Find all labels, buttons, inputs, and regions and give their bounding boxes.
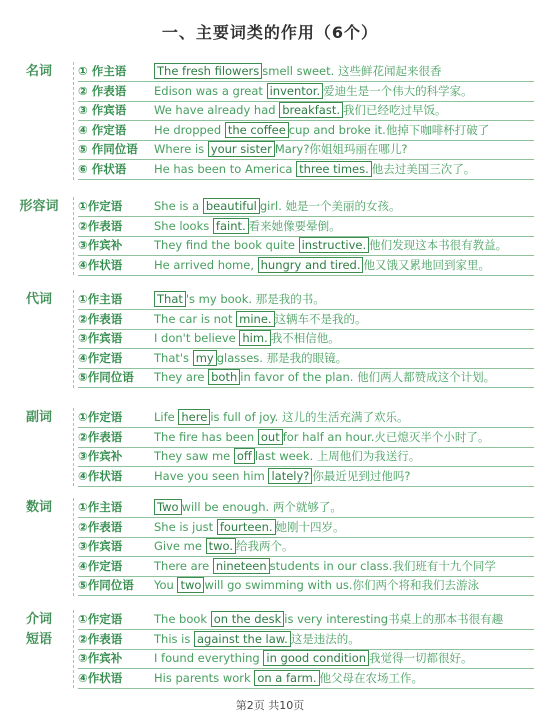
chinese-translation: 火已熄灭半个小时了。 [374, 429, 490, 444]
example-sentence [154, 498, 342, 517]
role-label: ②作表语 [78, 218, 123, 233]
section [0, 610, 540, 688]
role-label: ②作表语 [78, 519, 123, 534]
role-label: ⑤ 作同位语 [78, 142, 138, 157]
list-item [78, 62, 534, 82]
list-item [78, 310, 534, 330]
sentence-prefix: The book [154, 612, 211, 626]
chinese-translation: 这些鲜花闻起来很香 [337, 64, 442, 78]
role-label: ①作定语 [78, 410, 123, 424]
chinese-translation: 你们两个将和我们去游泳 [352, 578, 479, 593]
highlighted-word: beautiful [203, 198, 260, 214]
divider [73, 610, 74, 688]
sentence-prefix: The fire has been [154, 429, 258, 444]
example-sentence [154, 217, 341, 236]
chinese-translation: 上周他们为我送行。 [316, 449, 421, 464]
example-sentence [154, 329, 340, 348]
role-label: ④作定语 [78, 350, 123, 365]
list-item [78, 121, 534, 141]
example-sentence [154, 447, 420, 466]
list-item [78, 630, 534, 650]
highlighted-word: against the law. [194, 631, 291, 647]
role-label: ④作定语 [78, 558, 123, 573]
list-item [78, 82, 534, 102]
section [0, 408, 540, 486]
example-sentence [154, 368, 495, 387]
example-sentence [154, 537, 293, 556]
highlighted-word: him. [239, 330, 270, 346]
chinese-translation: 看来她像要晕倒。 [248, 218, 341, 233]
role-label: ① 作主语 [78, 64, 127, 78]
list-item [78, 669, 534, 689]
chinese-translation: 你最近见到过他吗? [312, 468, 411, 483]
role-label: ①作主语 [78, 500, 123, 514]
chinese-translation: 这辆车不是我的。 [274, 311, 367, 326]
category-label: 介词 短语 [25, 612, 52, 647]
role-label: ③作宾补 [78, 238, 123, 253]
sentence-prefix: He dropped [154, 122, 225, 137]
highlighted-word: on a farm. [254, 670, 319, 686]
divider [73, 498, 74, 596]
sentence-suffix: glasses. [216, 350, 267, 365]
sentence-suffix: is very interesting [284, 612, 389, 626]
sentence-prefix: The car is not [154, 311, 237, 326]
highlighted-word: the coffee [225, 122, 289, 138]
highlighted-word: Two [154, 499, 182, 515]
sentence-suffix: will be enough. [181, 500, 273, 514]
highlighted-word: instructive. [299, 237, 370, 253]
role-label: ② 作表语 [78, 83, 127, 98]
role-label: ①作定语 [78, 199, 123, 213]
highlighted-word: hungry and tired. [258, 257, 364, 273]
example-sentence [154, 630, 360, 649]
list-item [78, 428, 534, 448]
chinese-translation: 我觉得一切都很好。 [369, 651, 473, 666]
role-label: ①作主语 [78, 292, 123, 306]
sentence-suffix: Mary? [274, 142, 310, 157]
role-label: ④作状语 [78, 670, 123, 685]
role-label: ②作表语 [78, 631, 123, 646]
highlighted-word: my [193, 350, 217, 366]
sentence-prefix: Edison was a great [154, 83, 267, 98]
example-sentence [154, 256, 490, 275]
example-sentence [154, 408, 409, 427]
highlighted-word: breakfast. [279, 102, 343, 118]
highlighted-word: That [154, 291, 186, 307]
category-label: 形容词 [19, 199, 59, 214]
sentence-prefix: There are [154, 558, 213, 573]
example-sentence [154, 82, 473, 101]
sentence-suffix: for half an hour. [282, 429, 375, 444]
example-sentence [154, 160, 475, 179]
sentence-prefix: I found everything [154, 651, 264, 666]
example-sentence [154, 121, 489, 140]
list-item [78, 197, 534, 217]
sentence-prefix: He has been to America [154, 162, 297, 176]
role-label: ⑤作同位语 [78, 578, 134, 593]
sentence-suffix: is full of joy. [210, 410, 282, 424]
sentence-prefix: Have you seen him [154, 468, 269, 483]
role-label: ③ 作宾语 [78, 103, 127, 118]
sentence-prefix: Where is [154, 142, 208, 157]
highlighted-word: two [177, 577, 204, 593]
role-label: ②作表语 [78, 429, 123, 444]
chinese-translation: 他又饿又累地回到家里。 [363, 257, 490, 272]
category-label: 名词 [25, 64, 52, 79]
example-sentence [154, 101, 447, 120]
example-sentence [154, 62, 441, 81]
chinese-translation: 两个就够了。 [272, 500, 342, 514]
sentence-prefix: You [154, 578, 178, 593]
page-footer: 第2页 共10页 [235, 699, 305, 712]
list-item [78, 576, 534, 596]
highlighted-word: three times. [296, 161, 372, 177]
highlighted-word: two. [206, 538, 236, 554]
role-label: ④作状语 [78, 257, 123, 272]
chinese-translation: 我们班有十九个同学 [392, 558, 496, 573]
chinese-translation: 那是我的眼镜。 [266, 350, 348, 365]
sentence-suffix: students in our class. [269, 558, 393, 573]
list-item [78, 610, 534, 630]
role-label: ⑥ 作状语 [78, 162, 127, 176]
sentence-suffix: last week. [254, 449, 317, 464]
role-label: ①作定语 [78, 612, 123, 626]
chinese-translation: 她是一个美丽的女孩。 [285, 199, 401, 213]
role-label: ③作宾补 [78, 449, 123, 464]
chinese-translation: 书桌上的那本书很有趣 [388, 612, 504, 626]
example-sentence [154, 610, 503, 629]
role-label: ②作表语 [78, 311, 123, 326]
example-sentence [154, 140, 408, 159]
section [0, 498, 540, 596]
example-sentence [154, 649, 473, 668]
role-label: ⑤作同位语 [78, 370, 134, 385]
sentence-prefix: She is just [154, 519, 217, 534]
highlighted-word: here [178, 409, 210, 425]
sentence-prefix: They are [154, 370, 209, 385]
list-item [78, 447, 534, 467]
list-item [78, 140, 534, 160]
sentence-prefix: He arrived home, [154, 257, 258, 272]
divider [73, 197, 74, 275]
chinese-translation: 爱迪生是一个伟大的科学家。 [323, 83, 473, 98]
list-item [78, 537, 534, 557]
example-sentence [154, 518, 345, 537]
highlighted-word: lately? [268, 468, 312, 484]
example-sentence [154, 467, 411, 486]
chinese-translation: 那是我的书。 [255, 292, 325, 306]
list-item [78, 217, 534, 237]
list-item [78, 101, 534, 121]
chinese-translation: 他父母在农场工作。 [319, 670, 423, 685]
sentence-suffix: in favor of the plan. [240, 370, 358, 385]
role-label: ④作状语 [78, 468, 123, 483]
example-sentence [154, 197, 401, 216]
chinese-translation: 我们已经吃过早饭。 [343, 103, 447, 118]
divider [73, 408, 74, 486]
chinese-translation: 这儿的生活充满了欢乐。 [282, 410, 409, 424]
section [0, 62, 540, 180]
list-item [78, 290, 534, 310]
page-title: 一、主要词类的作用（6个） [161, 23, 379, 42]
divider [73, 290, 74, 388]
highlighted-word: mine. [236, 311, 274, 327]
chinese-translation: 你姐姐玛丽在哪儿? [309, 142, 408, 157]
example-sentence [154, 290, 325, 309]
highlighted-word: out [258, 429, 283, 445]
highlighted-word: The fresh filowers [154, 63, 262, 79]
sentence-prefix: I don't believe [154, 331, 240, 346]
example-sentence [154, 576, 479, 595]
sentence-prefix: They find the book quite [154, 238, 299, 253]
sentence-prefix: She is a [154, 199, 203, 213]
highlighted-word: both [208, 369, 240, 385]
list-item [78, 236, 534, 256]
list-item [78, 349, 534, 369]
category-label: 副词 [25, 410, 52, 425]
list-item [78, 368, 534, 388]
example-sentence [154, 428, 489, 447]
category-label: 数词 [25, 500, 52, 515]
list-item [78, 498, 534, 518]
chinese-translation: 这是违法的。 [290, 631, 360, 646]
sentence-suffix: 's my book. [185, 292, 256, 306]
example-sentence [154, 669, 423, 688]
list-item [78, 329, 534, 349]
highlighted-word: faint. [213, 218, 249, 234]
chinese-translation: 他掉下咖啡杯打破了 [385, 122, 490, 137]
role-label: ③作宾补 [78, 651, 123, 666]
section [0, 290, 540, 388]
divider [73, 62, 74, 180]
sentence-prefix: She looks [154, 218, 213, 233]
sentence-prefix: His parents work [154, 670, 255, 685]
example-sentence [154, 349, 347, 368]
list-item [78, 256, 534, 276]
role-label: ④ 作定语 [78, 122, 127, 137]
highlighted-word: in good condition [263, 650, 369, 666]
list-item [78, 649, 534, 669]
sentence-prefix: Life [154, 410, 179, 424]
category-label: 代词 [25, 292, 52, 307]
list-item [78, 518, 534, 538]
example-sentence [154, 557, 496, 576]
sentence-suffix: cup and broke it. [288, 122, 386, 137]
sentence-prefix: Give me [154, 539, 206, 554]
highlighted-word: fourteen. [217, 519, 276, 535]
highlighted-word: nineteen [213, 558, 270, 574]
chinese-translation: 他去过美国三次了。 [371, 162, 476, 176]
sentence-prefix: That's [154, 350, 193, 365]
chinese-translation: 他们发现这本书很有教益。 [369, 238, 508, 253]
section [0, 197, 540, 275]
chinese-translation: 她刚十四岁。 [275, 519, 345, 534]
sentence-prefix: We have already had [154, 103, 280, 118]
sentence-prefix: They saw me [154, 449, 234, 464]
sentence-suffix: smell sweet. [262, 64, 338, 78]
list-item [78, 557, 534, 577]
example-sentence [154, 236, 507, 255]
highlighted-word: your sister [208, 141, 275, 157]
highlighted-word: off [234, 448, 255, 464]
chinese-translation: 给我两个。 [235, 539, 294, 554]
highlighted-word: on the desk [211, 611, 285, 627]
sentence-suffix: will go swimming with us. [204, 578, 353, 593]
sentence-prefix: This is [154, 631, 194, 646]
sentence-suffix: girl. [259, 199, 286, 213]
role-label: ③作宾语 [78, 539, 123, 554]
role-label: ③作宾语 [78, 331, 123, 346]
list-item [78, 408, 534, 428]
chinese-translation: 他们两人都赞成这个计划。 [357, 370, 496, 385]
highlighted-word: inventor. [267, 83, 324, 99]
chinese-translation: 我不相信他。 [270, 331, 340, 346]
list-item [78, 467, 534, 487]
list-item [78, 160, 534, 180]
example-sentence [154, 310, 367, 329]
